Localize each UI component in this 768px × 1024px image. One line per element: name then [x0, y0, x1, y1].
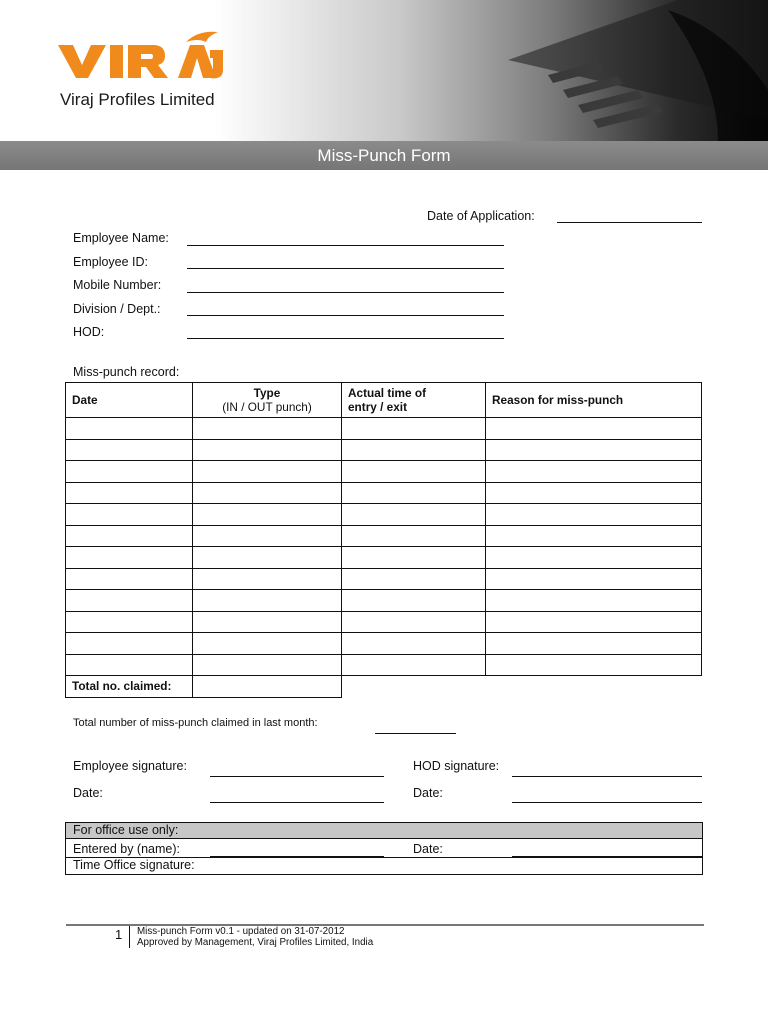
type-cell[interactable] [193, 654, 342, 676]
time-office-signature-label: Time Office signature: [73, 858, 195, 872]
total-claimed-field[interactable] [193, 676, 342, 698]
form-title: Miss-Punch Form [317, 146, 451, 165]
table-row [66, 568, 702, 590]
time-cell[interactable] [342, 418, 486, 440]
type-cell[interactable] [193, 568, 342, 590]
column-header-actual-time-line1: Actual time of [348, 386, 426, 400]
date-cell[interactable] [66, 461, 193, 483]
reason-cell[interactable] [486, 504, 702, 526]
type-cell[interactable] [193, 611, 342, 633]
date-cell[interactable] [66, 418, 193, 440]
office-use-heading: For office use only: [66, 823, 702, 839]
table-row [66, 461, 702, 483]
table-row [66, 418, 702, 440]
reason-cell[interactable] [486, 418, 702, 440]
reason-cell[interactable] [486, 633, 702, 655]
time-cell[interactable] [342, 461, 486, 483]
time-cell[interactable] [342, 482, 486, 504]
column-header-type-title: Type [253, 386, 281, 400]
table-row [66, 633, 702, 655]
footer-text [137, 926, 373, 948]
type-cell[interactable] [193, 418, 342, 440]
reason-cell[interactable] [486, 461, 702, 483]
office-date-label: Date: [413, 842, 443, 856]
employee-name-label: Employee Name: [73, 231, 169, 245]
viraj-logo [58, 30, 228, 80]
type-cell[interactable] [193, 525, 342, 547]
time-cell[interactable] [342, 504, 486, 526]
hod-signature-label: HOD signature: [413, 759, 500, 773]
total-claimed-label: Total no. claimed: [66, 676, 193, 698]
hod-signature-field[interactable] [512, 776, 702, 777]
column-header-actual-time-line2: entry / exit [348, 400, 408, 414]
date-cell[interactable] [66, 482, 193, 504]
footer-divider [129, 926, 130, 948]
form-title-bar [0, 141, 768, 170]
table-row [66, 504, 702, 526]
reason-cell[interactable] [486, 568, 702, 590]
last-month-total-field[interactable] [375, 733, 456, 734]
table-row [66, 482, 702, 504]
time-cell[interactable] [342, 568, 486, 590]
date-cell[interactable] [66, 654, 193, 676]
column-header-actual-time [342, 383, 486, 418]
type-cell[interactable] [193, 461, 342, 483]
time-cell[interactable] [342, 633, 486, 655]
type-cell[interactable] [193, 633, 342, 655]
table-header-row [66, 383, 702, 418]
reason-cell[interactable] [486, 547, 702, 569]
reason-cell[interactable] [486, 611, 702, 633]
date-of-application-label: Date of Application: [427, 209, 535, 223]
reason-cell[interactable] [486, 654, 702, 676]
reason-cell[interactable] [486, 439, 702, 461]
hod-field[interactable] [187, 338, 504, 339]
date-cell[interactable] [66, 547, 193, 569]
employee-date-label: Date: [73, 786, 103, 800]
reason-cell[interactable] [486, 590, 702, 612]
column-header-reason: Reason for miss-punch [486, 383, 702, 418]
time-cell[interactable] [342, 611, 486, 633]
time-cell[interactable] [342, 525, 486, 547]
empty-cell [342, 676, 486, 698]
type-cell[interactable] [193, 547, 342, 569]
hod-date-field[interactable] [512, 802, 702, 803]
employee-signature-label: Employee signature: [73, 759, 187, 773]
mobile-number-field[interactable] [187, 292, 504, 293]
time-cell[interactable] [342, 547, 486, 569]
entered-by-label: Entered by (name): [73, 842, 180, 856]
date-cell[interactable] [66, 590, 193, 612]
table-row [66, 590, 702, 612]
column-header-type-subtitle: (IN / OUT punch) [222, 400, 312, 414]
table-row [66, 654, 702, 676]
employee-id-field[interactable] [187, 268, 504, 269]
column-header-type [193, 383, 342, 418]
type-cell[interactable] [193, 504, 342, 526]
reason-cell[interactable] [486, 525, 702, 547]
miss-punch-table [65, 382, 702, 698]
division-dept-field[interactable] [187, 315, 504, 316]
type-cell[interactable] [193, 590, 342, 612]
hod-date-label: Date: [413, 786, 443, 800]
footer-version: Miss-punch Form v0.1 - updated on 31-07-2012 [137, 926, 345, 937]
last-month-total-label: Total number of miss-punch claimed in last month: [73, 717, 318, 729]
date-cell[interactable] [66, 525, 193, 547]
hod-label: HOD: [73, 325, 105, 339]
empty-cell [486, 676, 702, 698]
page-number: 1 [115, 927, 123, 942]
miss-punch-record-label: Miss-punch record: [73, 365, 180, 379]
date-cell[interactable] [66, 611, 193, 633]
time-cell[interactable] [342, 590, 486, 612]
date-cell[interactable] [66, 568, 193, 590]
employee-id-label: Employee ID: [73, 255, 149, 269]
type-cell[interactable] [193, 482, 342, 504]
table-body [66, 418, 702, 698]
mobile-number-label: Mobile Number: [73, 278, 162, 292]
company-name: Viraj Profiles Limited [60, 90, 215, 109]
type-cell[interactable] [193, 439, 342, 461]
employee-signature-field[interactable] [210, 776, 384, 777]
header-decoration [468, 0, 768, 141]
time-cell[interactable] [342, 654, 486, 676]
date-cell[interactable] [66, 439, 193, 461]
total-row [66, 676, 702, 698]
table-row [66, 525, 702, 547]
division-dept-label: Division / Dept.: [73, 302, 161, 316]
table-row [66, 439, 702, 461]
page-header [0, 0, 768, 141]
employee-name-field[interactable] [187, 245, 504, 246]
date-cell[interactable] [66, 504, 193, 526]
footer-approval: Approved by Management, Viraj Profiles Limited, India [137, 937, 374, 948]
date-cell[interactable] [66, 633, 193, 655]
employee-date-field[interactable] [210, 802, 384, 803]
time-cell[interactable] [342, 439, 486, 461]
reason-cell[interactable] [486, 482, 702, 504]
table-row [66, 611, 702, 633]
table-row [66, 547, 702, 569]
column-header-date: Date [66, 383, 193, 418]
date-of-application-field[interactable] [557, 222, 702, 223]
